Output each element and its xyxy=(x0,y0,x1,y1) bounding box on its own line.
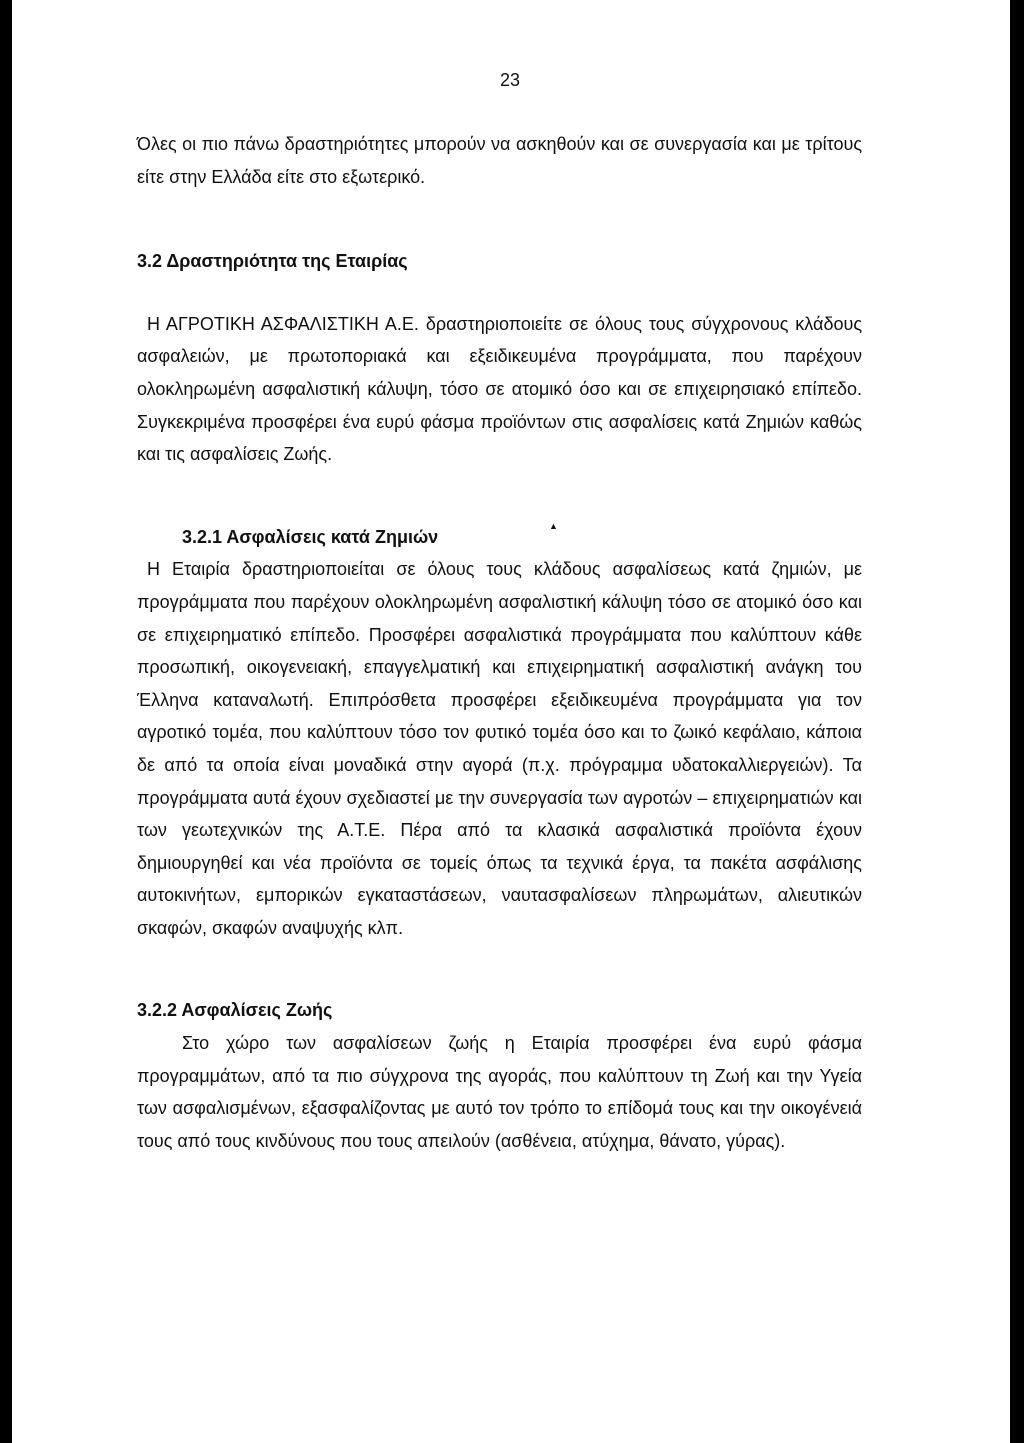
document-body xyxy=(137,128,862,1157)
page-number: 23 xyxy=(500,70,521,90)
section-heading-3-2-1: 3.2.1 Ασφαλίσεις κατά Ζημιών xyxy=(182,526,439,547)
section-paragraph-3-2: Η ΑΓΡΟΤΙΚΗ ΑΣΦΑΛΙΣΤΙΚΗ Α.Ε. δραστηριοποιείτε σε όλους τους σύγχρονους κλάδους ασφαλειών, με πρωτοποριακά και εξειδικευμένα προγράμματα, που παρέχουν ολοκληρωμένη ασφαλιστική κάλυψη, τόσο σε ατομικό όσο και σε επιχειρησιακό επίπεδο. Συγκεκριμένα προσφέρει ένα ευρύ φάσμα προϊόντων στις ασφαλίσεις κατά Ζημιών καθώς και τις ασφαλίσεις Ζωής. xyxy=(137,313,862,465)
section-paragraph-3-2-1: Η Εταιρία δραστηριοποιείται σε όλους τους κλάδους ασφαλίσεως κατά ζημιών, με προγράμματα που παρέχουν ολοκληρωμένη ασφαλιστική κάλυψη τόσο σε ατομικό όσο και σε επιχειρηματικό επίπεδο. Προσφέρει ασφαλιστικά προγράμματα που καλύπτουν κάθε προσωπική, οικογενειακή, επαγγελματική και επιχειρηματική ασφαλιστική ανάγκη του Έλληνα καταναλωτή. Επιπρόσθετα προσφέρει εξειδικευμένα προγράμματα για τον αγροτικό τομέα, που καλύπτουν τόσο τον φυτικό τομέα όσο και το ζωικό κεφάλαιο, κάποια δε από τα οποία είναι μοναδικά στην αγορά (π.χ. πρόγραμμα υδατοκαλλιεργειών). Τα προγράμματα αυτά έχουν σχεδιαστεί με την συνεργασία των αγροτών – επιχειρηματιών και των γεωτεχνικών της Α.Τ.Ε. Πέρα από τα κλασικά ασφαλιστικά προϊόντα έχουν δημιουργηθεί και νέα προϊόντα σε τομείς όπως τα τεχνικά έργα, τα πακέτα ασφάλισης αυτοκινήτων, εμπορικών εγκαταστάσεων, ναυτασφαλίσεων πληρωμάτων, αλιευτικών σκαφών, σκαφών αναψυχής κλπ. xyxy=(137,559,862,938)
section-heading-3-2-2: 3.2.2 Ασφαλίσεις Ζωής xyxy=(137,1000,333,1021)
document-page xyxy=(12,0,1010,1443)
section-paragraph-3-2-2: Στο χώρο των ασφαλίσεων ζωής η Εταιρία προσφέρει ένα ευρύ φάσμα προγραμμάτων, από τα πιο σύγχρονα της αγοράς, που καλύπτουν τη Ζωή και την Υγεία των ασφαλισμένων, εξασφαλίζοντας με αυτό τον τρόπο το επίδομά τους και την οικογένειά τους από τους κινδύνους που τους απειλούν (ασθένεια, ατύχημα, θάνατο, γύρας). xyxy=(137,1033,862,1151)
section-heading-3-2: 3.2 Δραστηριότητα της Εταιρίας xyxy=(137,251,408,272)
intro-paragraph: Όλες οι πιο πάνω δραστηριότητες μπορούν να ασκηθούν και σε συνεργασία και με τρίτους είτε στην Ελλάδα είτε στο εξωτερικό. xyxy=(137,134,862,187)
stray-mark-icon: ▲ xyxy=(549,521,558,531)
